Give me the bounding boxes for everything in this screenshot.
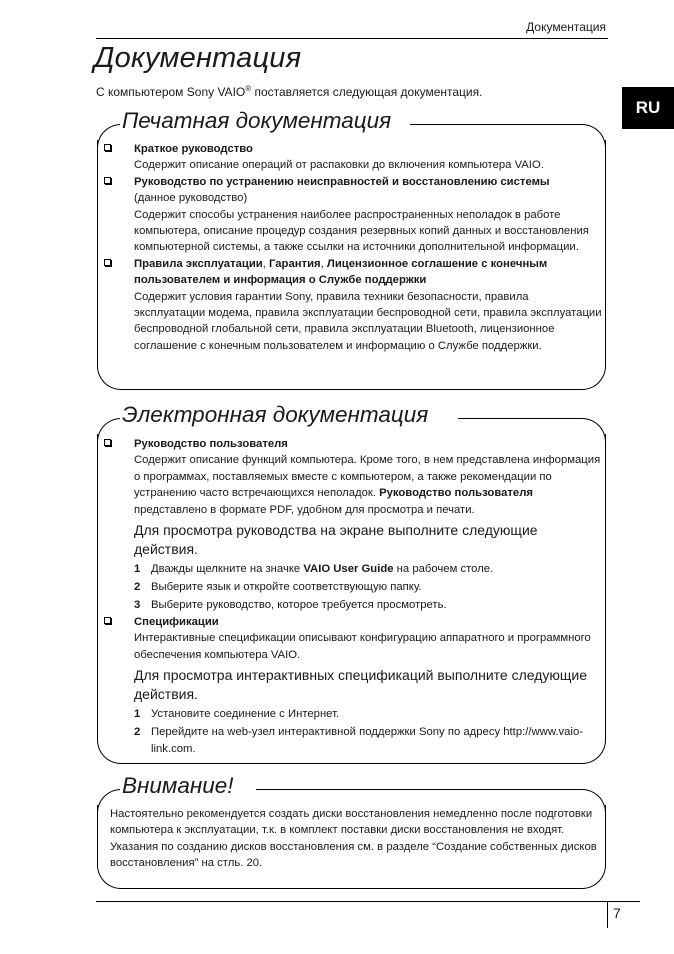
step-number: 2 bbox=[134, 581, 141, 594]
checkbox-bullet-icon bbox=[104, 617, 111, 624]
running-header: Документация bbox=[526, 20, 606, 34]
instruction-text: Для просмотра руководства на экране выполните следующие действия. bbox=[134, 522, 538, 557]
intro-before: С компьютером Sony VAIO bbox=[96, 85, 246, 99]
electronic-docs-list bbox=[104, 436, 602, 758]
step-text: Выберите язык и откройте соответствующую папку. bbox=[151, 581, 422, 594]
warning-section-title: Внимание! bbox=[122, 773, 234, 798]
step-item bbox=[134, 597, 602, 614]
steps-list bbox=[134, 706, 602, 758]
language-tab: RU bbox=[622, 87, 674, 129]
checkbox-bullet-icon bbox=[104, 439, 111, 446]
desc-text: представлено в формате PDF, удобном для просмотра и печати. bbox=[134, 503, 475, 516]
title-part: Гарантия bbox=[269, 257, 321, 270]
item-title: Спецификации bbox=[134, 616, 219, 629]
step-bold: VAIO User Guide bbox=[303, 563, 394, 576]
step-number: 3 bbox=[134, 599, 141, 612]
item-subtitle: (данное руководство) bbox=[134, 192, 248, 205]
step-item bbox=[134, 724, 602, 758]
intro-text bbox=[96, 85, 482, 99]
list-item-quick-guide bbox=[104, 141, 602, 174]
intro-after: поставляется следующая документация. bbox=[251, 85, 483, 99]
checkbox-bullet-icon bbox=[104, 259, 111, 266]
page-title: Документация bbox=[94, 42, 302, 74]
item-title bbox=[134, 256, 602, 289]
footer-divider bbox=[607, 901, 608, 928]
step-number: 1 bbox=[134, 563, 141, 576]
warning-paragraph-2: Указания по созданию дисков восстановления см. в разделе “Создание собственных дисков восстановления” на стль. 20. bbox=[110, 840, 597, 870]
step-item bbox=[134, 706, 602, 723]
item-desc: Содержит описание операций от распаковки до включения компьютера VAIO. bbox=[134, 159, 544, 172]
list-item-troubleshooting-guide bbox=[104, 174, 602, 256]
title-part: Лицензионное соглашение с конечным пользователем и информация о Службе поддержки bbox=[134, 257, 548, 287]
step-item bbox=[134, 561, 602, 578]
item-title: Руководство пользователя bbox=[134, 438, 288, 450]
list-item-regulations bbox=[104, 256, 602, 354]
desc-bold: Руководство пользователя bbox=[379, 487, 533, 500]
warning-text bbox=[110, 806, 600, 872]
list-item-user-guide bbox=[104, 436, 602, 614]
item-desc: Содержит условия гарантии Sony, правила техники безопасности, правила эксплуатации модема, правила эксплуатации беспроводной сети, правила эксплуатации беспроводной глобальной сети, правила эксплуатации Bluetooth, лицензионное соглашение с конечным пользователем и информацию о Службе поддержки. bbox=[134, 290, 602, 352]
step-text: на рабочем столе. bbox=[393, 563, 494, 576]
item-desc bbox=[134, 452, 602, 518]
step-text: Выберите руководство, которое требуется просмотреть. bbox=[151, 599, 447, 612]
warning-paragraph-1: Настоятельно рекомендуется создать диски восстановления немедленно после подготовки компьютера к эксплуатации, т.к. в комплект поставки диски восстановления не входят. bbox=[110, 808, 593, 837]
desc-text: Содержит описание функций компьютера. Кроме того, в нем представлена информация о программах, поставляемых вместе с компьютером, а также рекомендации по устранению часто встречающихся неполадок. bbox=[134, 454, 601, 500]
instruction-text: Для просмотра интерактивных спецификаций выполните следующие действия. bbox=[134, 667, 588, 702]
header-rule bbox=[96, 38, 608, 39]
step-text: Установите соединение с Интернет. bbox=[151, 708, 340, 721]
footer-rule-right bbox=[608, 901, 640, 902]
print-section-title: Печатная документация bbox=[122, 108, 392, 133]
list-item-specifications bbox=[104, 614, 602, 758]
title-part: Правила эксплуатации bbox=[134, 257, 263, 270]
footer-rule bbox=[96, 901, 608, 902]
checkbox-bullet-icon bbox=[104, 177, 111, 184]
item-title: Краткое руководство bbox=[134, 143, 253, 155]
step-item bbox=[134, 579, 602, 596]
steps-list bbox=[134, 561, 602, 614]
title-sep: , bbox=[262, 257, 270, 270]
step-number: 1 bbox=[134, 708, 141, 721]
item-desc: Интерактивные спецификации описывают конфигурацию аппаратного и программного обеспечения компьютера VAIO. bbox=[134, 632, 591, 661]
registered-mark: ® bbox=[245, 84, 252, 93]
step-text: Дважды щелкните на значке bbox=[151, 563, 304, 576]
step-number: 2 bbox=[134, 726, 141, 739]
page-number: 7 bbox=[613, 905, 621, 921]
item-title: Руководство по устранению неисправностей и восстановлению системы bbox=[134, 175, 550, 188]
item-desc: Содержит способы устранения наиболее распространенных неполадок в работе компьютера, описание процедур создания резервных копий данных и восстановления компьютерной системы, а также ссылки на источники дополнительной информации. bbox=[134, 208, 589, 254]
print-docs-list bbox=[104, 141, 602, 354]
electronic-section-title: Электронная документация bbox=[122, 402, 429, 427]
step-text: Перейдите на web-узел интерактивной поддержки Sony по адресу http://www.vaio-link.com. bbox=[151, 726, 583, 756]
title-sep: , bbox=[320, 257, 327, 270]
checkbox-bullet-icon bbox=[104, 144, 111, 151]
